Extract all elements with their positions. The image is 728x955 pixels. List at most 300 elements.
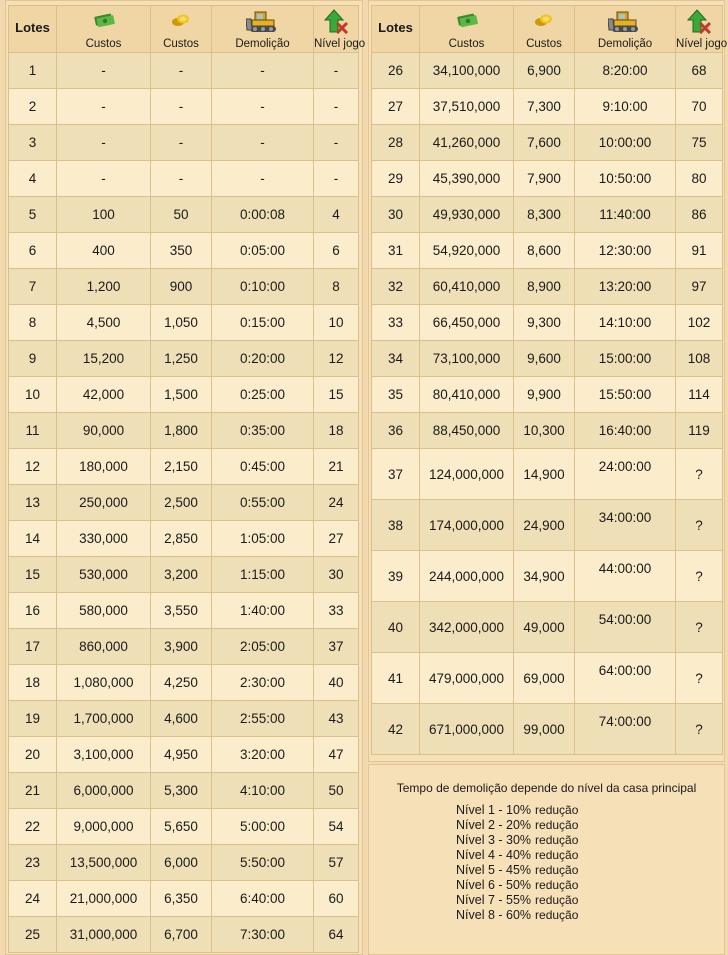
demolition-time-cell: - [212, 125, 314, 161]
coin-cost-cell: 9,300 [514, 305, 575, 341]
money-cost-cell: 90,000 [57, 413, 151, 449]
coin-cost-cell: 7,900 [514, 161, 575, 197]
lote-cell: 26 [371, 53, 420, 89]
coin-cost-cell: 9,600 [514, 341, 575, 377]
demolition-time-cell: 2:05:00 [212, 629, 314, 665]
reduction-level-label: Nível 5 - 45% [456, 863, 532, 877]
demolition-time-cell: 54:00:00 [575, 602, 676, 653]
table-row [8, 521, 359, 557]
lote-cell: 14 [8, 521, 57, 557]
table-row [8, 161, 359, 197]
coin-cost-cell: 4,250 [151, 665, 212, 701]
game-level-cell: 30 [314, 557, 359, 593]
lote-cell: 28 [371, 125, 420, 161]
game-level-cell: 4 [314, 197, 359, 233]
money-cost-cell: 244,000,000 [420, 551, 514, 602]
header-nivel [314, 5, 366, 53]
reduction-item [456, 818, 578, 833]
table-row [8, 125, 359, 161]
coin-cost-cell: - [151, 89, 212, 125]
reduction-item [456, 848, 578, 863]
coin-cost-cell: 5,300 [151, 773, 212, 809]
coin-cost-cell: - [151, 161, 212, 197]
money-cost-cell: 174,000,000 [420, 500, 514, 551]
reduction-level-label: Nível 4 - 40% [456, 848, 532, 862]
demolition-time-cell: 4:10:00 [212, 773, 314, 809]
table-row [8, 665, 359, 701]
coin-cost-cell: 350 [151, 233, 212, 269]
header-nivel [676, 5, 728, 53]
demolition-time-cell: 9:10:00 [575, 89, 676, 125]
money-cost-cell: - [57, 161, 151, 197]
demolition-time-cell: 10:00:00 [575, 125, 676, 161]
money-cost-cell: 88,450,000 [420, 413, 514, 449]
coin-cost-cell: 8,900 [514, 269, 575, 305]
demolition-time-cell: 0:00:08 [212, 197, 314, 233]
table-row [8, 485, 359, 521]
game-level-cell: 97 [676, 269, 723, 305]
table-row [8, 809, 359, 845]
money-cost-cell: 21,000,000 [57, 881, 151, 917]
lote-cell: 40 [371, 602, 420, 653]
reduction-list [456, 803, 578, 923]
header-custos-money-label: Custos [85, 38, 122, 50]
coin-cost-cell: 34,900 [514, 551, 575, 602]
reduction-level-label: Nível 1 - 10% [456, 803, 532, 817]
reduction-level-label: Nível 6 - 50% [456, 878, 532, 892]
reduction-item [456, 833, 578, 848]
table-row [8, 593, 359, 629]
table-row [8, 881, 359, 917]
header-custos-coins [514, 5, 575, 53]
game-level-cell: 24 [314, 485, 359, 521]
money-cost-cell: 180,000 [57, 449, 151, 485]
coin-cost-cell: 4,950 [151, 737, 212, 773]
coin-cost-cell: 2,500 [151, 485, 212, 521]
coin-cost-cell: 50 [151, 197, 212, 233]
money-cost-cell: 3,100,000 [57, 737, 151, 773]
money-cost-cell: 37,510,000 [420, 89, 514, 125]
coin-cost-cell: 3,550 [151, 593, 212, 629]
reduction-suffix: redução [535, 833, 579, 847]
header-nivel-label: Nível jogo [314, 38, 366, 50]
money-cost-cell: 1,200 [57, 269, 151, 305]
coin-cost-cell: 3,900 [151, 629, 212, 665]
demolition-time-cell: - [212, 89, 314, 125]
header-demolicao-label: Demolição [235, 38, 290, 50]
lote-cell: 36 [371, 413, 420, 449]
money-cost-cell: 671,000,000 [420, 704, 514, 755]
coin-cost-cell: 6,700 [151, 917, 212, 953]
header-demolicao [212, 5, 314, 53]
money-cost-cell: 80,410,000 [420, 377, 514, 413]
game-level-cell: 40 [314, 665, 359, 701]
bulldozer-icon [246, 8, 280, 37]
game-level-cell: 75 [676, 125, 723, 161]
money-cost-cell: 250,000 [57, 485, 151, 521]
demolition-time-cell: 0:25:00 [212, 377, 314, 413]
coin-cost-cell: 8,300 [514, 197, 575, 233]
table-row [8, 413, 359, 449]
table-row [8, 449, 359, 485]
lote-cell: 20 [8, 737, 57, 773]
table-header-row [371, 5, 723, 53]
coin-cost-cell: 1,800 [151, 413, 212, 449]
reduction-suffix: redução [535, 818, 579, 832]
banknote-icon [93, 12, 115, 31]
money-cost-cell: 73,100,000 [420, 341, 514, 377]
reduction-item [456, 878, 578, 893]
coin-cost-cell: 1,250 [151, 341, 212, 377]
header-lotes [8, 5, 57, 53]
lote-cell: 13 [8, 485, 57, 521]
right-table-panel [368, 0, 728, 762]
coin-cost-cell: 3,200 [151, 557, 212, 593]
table-row [8, 53, 359, 89]
game-level-cell: 8 [314, 269, 359, 305]
table-row [8, 305, 359, 341]
table-row [371, 602, 723, 653]
header-custos-coins [151, 5, 212, 53]
game-level-cell: ? [676, 602, 723, 653]
money-cost-cell: 49,930,000 [420, 197, 514, 233]
table-row [371, 551, 723, 602]
game-level-cell: 27 [314, 521, 359, 557]
table-row [371, 89, 723, 125]
demolition-time-cell: 24:00:00 [575, 449, 676, 500]
table-row [8, 233, 359, 269]
lots-table-left [8, 5, 366, 953]
demolition-time-cell: 16:40:00 [575, 413, 676, 449]
table-row [8, 773, 359, 809]
table-row [371, 305, 723, 341]
header-lotes-label: Lotes [378, 20, 413, 35]
game-level-cell: - [314, 89, 359, 125]
demolition-time-cell: 2:30:00 [212, 665, 314, 701]
game-level-cell: 114 [676, 377, 723, 413]
game-level-cell: 12 [314, 341, 359, 377]
reduction-level-label: Nível 3 - 30% [456, 833, 532, 847]
reduction-item [456, 908, 578, 923]
table-row [371, 413, 723, 449]
demolition-time-cell: 1:05:00 [212, 521, 314, 557]
demolition-time-cell: 64:00:00 [575, 653, 676, 704]
reduction-suffix: redução [535, 803, 579, 817]
demolition-time-cell: - [212, 161, 314, 197]
game-level-cell: - [314, 125, 359, 161]
money-cost-cell: 66,450,000 [420, 305, 514, 341]
lote-cell: 10 [8, 377, 57, 413]
money-cost-cell: 530,000 [57, 557, 151, 593]
lote-cell: 29 [371, 161, 420, 197]
demolition-time-cell: 34:00:00 [575, 500, 676, 551]
lote-cell: 12 [8, 449, 57, 485]
demolition-time-cell: 7:30:00 [212, 917, 314, 953]
coin-cost-cell: 69,000 [514, 653, 575, 704]
coin-cost-cell: 49,000 [514, 602, 575, 653]
demolition-time-cell: 0:15:00 [212, 305, 314, 341]
header-custos-coins-label: Custos [163, 38, 199, 50]
header-lotes-label: Lotes [15, 20, 50, 35]
lote-cell: 38 [371, 500, 420, 551]
table-row [8, 269, 359, 305]
lote-cell: 5 [8, 197, 57, 233]
demolition-time-cell: 1:40:00 [212, 593, 314, 629]
demolition-time-cell: 0:55:00 [212, 485, 314, 521]
demolition-time-cell: 0:35:00 [212, 413, 314, 449]
demolition-time-cell: - [212, 53, 314, 89]
table-row [8, 557, 359, 593]
demolition-time-cell: 14:10:00 [575, 305, 676, 341]
money-cost-cell: - [57, 89, 151, 125]
lote-cell: 39 [371, 551, 420, 602]
lote-cell: 22 [8, 809, 57, 845]
game-level-cell: ? [676, 704, 723, 755]
game-level-cell: - [314, 161, 359, 197]
table-row [371, 449, 723, 500]
money-cost-cell: - [57, 125, 151, 161]
money-cost-cell: 15,200 [57, 341, 151, 377]
lote-cell: 6 [8, 233, 57, 269]
game-level-cell: 43 [314, 701, 359, 737]
game-level-cell: 60 [314, 881, 359, 917]
coin-cost-cell: - [151, 53, 212, 89]
table-row [371, 500, 723, 551]
coin-cost-cell: 14,900 [514, 449, 575, 500]
demolition-time-cell: 15:00:00 [575, 341, 676, 377]
lote-cell: 32 [371, 269, 420, 305]
money-cost-cell: 330,000 [57, 521, 151, 557]
demolition-time-cell: 6:40:00 [212, 881, 314, 917]
money-cost-cell: 54,920,000 [420, 233, 514, 269]
coin-cost-cell: - [151, 125, 212, 161]
demolition-time-cell: 2:55:00 [212, 701, 314, 737]
table-row [371, 377, 723, 413]
table-row [8, 917, 359, 953]
game-level-cell: 70 [676, 89, 723, 125]
game-level-cell: 10 [314, 305, 359, 341]
money-cost-cell: 1,080,000 [57, 665, 151, 701]
demolition-time-cell: 12:30:00 [575, 233, 676, 269]
game-level-cell: 119 [676, 413, 723, 449]
table-row [8, 341, 359, 377]
table-row [8, 629, 359, 665]
money-cost-cell: 479,000,000 [420, 653, 514, 704]
lote-cell: 30 [371, 197, 420, 233]
money-cost-cell: 60,410,000 [420, 269, 514, 305]
gold-coins-icon [170, 12, 192, 31]
money-cost-cell: 342,000,000 [420, 602, 514, 653]
game-level-cell: 108 [676, 341, 723, 377]
header-lotes [371, 5, 420, 53]
coin-cost-cell: 900 [151, 269, 212, 305]
reduction-item [456, 893, 578, 908]
coin-cost-cell: 7,600 [514, 125, 575, 161]
money-cost-cell: 45,390,000 [420, 161, 514, 197]
lote-cell: 8 [8, 305, 57, 341]
money-cost-cell: 42,000 [57, 377, 151, 413]
reduction-suffix: redução [535, 893, 579, 907]
table-row [371, 197, 723, 233]
reduction-level-label: Nível 2 - 20% [456, 818, 532, 832]
lote-cell: 27 [371, 89, 420, 125]
lote-cell: 21 [8, 773, 57, 809]
demolition-time-cell: 8:20:00 [575, 53, 676, 89]
bulldozer-icon [608, 8, 642, 37]
coin-cost-cell: 8,600 [514, 233, 575, 269]
table-row [371, 704, 723, 755]
lote-cell: 4 [8, 161, 57, 197]
coin-cost-cell: 2,150 [151, 449, 212, 485]
game-level-cell: 37 [314, 629, 359, 665]
table-row [371, 233, 723, 269]
table-row [8, 737, 359, 773]
game-level-cell: 64 [314, 917, 359, 953]
table-row [8, 701, 359, 737]
table-row [371, 161, 723, 197]
game-level-cell: 68 [676, 53, 723, 89]
demolition-note-panel [368, 764, 725, 955]
coin-cost-cell: 99,000 [514, 704, 575, 755]
money-cost-cell: 860,000 [57, 629, 151, 665]
money-cost-cell: 31,000,000 [57, 917, 151, 953]
lote-cell: 23 [8, 845, 57, 881]
lote-cell: 15 [8, 557, 57, 593]
money-cost-cell: 400 [57, 233, 151, 269]
header-nivel-label: Nível jogo [676, 38, 728, 50]
header-custos-money [57, 5, 151, 53]
money-cost-cell: 580,000 [57, 593, 151, 629]
reduction-suffix: redução [535, 878, 579, 892]
coin-cost-cell: 24,900 [514, 500, 575, 551]
game-level-cell: ? [676, 551, 723, 602]
coin-cost-cell: 5,650 [151, 809, 212, 845]
demolition-time-cell: 5:50:00 [212, 845, 314, 881]
table-row [8, 377, 359, 413]
coin-cost-cell: 2,850 [151, 521, 212, 557]
lote-cell: 34 [371, 341, 420, 377]
money-cost-cell: 1,700,000 [57, 701, 151, 737]
table-row [8, 845, 359, 881]
coin-cost-cell: 7,300 [514, 89, 575, 125]
game-level-cell: - [314, 53, 359, 89]
header-custos-coins-label: Custos [526, 38, 562, 50]
lote-cell: 17 [8, 629, 57, 665]
game-level-cell: 102 [676, 305, 723, 341]
lots-table-right [371, 5, 728, 755]
lote-cell: 2 [8, 89, 57, 125]
demolition-time-cell: 10:50:00 [575, 161, 676, 197]
coin-cost-cell: 1,050 [151, 305, 212, 341]
game-level-cell: 47 [314, 737, 359, 773]
game-level-cell: 54 [314, 809, 359, 845]
header-demolicao [575, 5, 676, 53]
table-row [371, 341, 723, 377]
demolition-time-cell: 3:20:00 [212, 737, 314, 773]
note-title: Tempo de demolição depende do nível da casa principal [396, 781, 697, 795]
lote-cell: 16 [8, 593, 57, 629]
reduction-suffix: redução [535, 848, 579, 862]
lote-cell: 37 [371, 449, 420, 500]
lote-cell: 41 [371, 653, 420, 704]
table-header-row [8, 5, 359, 53]
money-cost-cell: 34,100,000 [420, 53, 514, 89]
money-cost-cell: 13,500,000 [57, 845, 151, 881]
game-level-cell: 86 [676, 197, 723, 233]
game-level-cell: 15 [314, 377, 359, 413]
coin-cost-cell: 10,300 [514, 413, 575, 449]
lote-cell: 9 [8, 341, 57, 377]
lote-cell: 7 [8, 269, 57, 305]
table-row [371, 125, 723, 161]
game-level-cell: 18 [314, 413, 359, 449]
reduction-suffix: redução [535, 863, 579, 877]
money-cost-cell: - [57, 53, 151, 89]
money-cost-cell: 9,000,000 [57, 809, 151, 845]
demolition-time-cell: 15:50:00 [575, 377, 676, 413]
lote-cell: 24 [8, 881, 57, 917]
game-level-cell: 80 [676, 161, 723, 197]
reduction-item [456, 863, 578, 878]
money-cost-cell: 100 [57, 197, 151, 233]
lote-cell: 18 [8, 665, 57, 701]
header-custos-money-label: Custos [448, 38, 485, 50]
coin-cost-cell: 4,600 [151, 701, 212, 737]
banknote-icon [456, 12, 478, 31]
demolition-time-cell: 1:15:00 [212, 557, 314, 593]
table-row [371, 269, 723, 305]
lote-cell: 3 [8, 125, 57, 161]
coin-cost-cell: 1,500 [151, 377, 212, 413]
table-row [8, 197, 359, 233]
money-cost-cell: 41,260,000 [420, 125, 514, 161]
lote-cell: 42 [371, 704, 420, 755]
game-level-cell: 50 [314, 773, 359, 809]
game-level-cell: 91 [676, 233, 723, 269]
lote-cell: 1 [8, 53, 57, 89]
reduction-level-label: Nível 7 - 55% [456, 893, 532, 907]
game-level-cell: 6 [314, 233, 359, 269]
demolition-time-cell: 0:05:00 [212, 233, 314, 269]
lote-cell: 33 [371, 305, 420, 341]
demolition-time-cell: 11:40:00 [575, 197, 676, 233]
money-cost-cell: 4,500 [57, 305, 151, 341]
game-level-cell: 57 [314, 845, 359, 881]
demolition-time-cell: 74:00:00 [575, 704, 676, 755]
lote-cell: 19 [8, 701, 57, 737]
table-row [8, 89, 359, 125]
demolition-time-cell: 0:45:00 [212, 449, 314, 485]
game-level-cell: ? [676, 653, 723, 704]
money-cost-cell: 6,000,000 [57, 773, 151, 809]
lote-cell: 11 [8, 413, 57, 449]
coin-cost-cell: 6,900 [514, 53, 575, 89]
game-level-cell: ? [676, 500, 723, 551]
demolition-time-cell: 44:00:00 [575, 551, 676, 602]
left-table-panel [5, 0, 366, 955]
demolition-time-cell: 13:20:00 [575, 269, 676, 305]
game-level-cell: ? [676, 449, 723, 500]
money-cost-cell: 124,000,000 [420, 449, 514, 500]
reduction-suffix: redução [535, 908, 579, 922]
coin-cost-cell: 6,350 [151, 881, 212, 917]
reduction-item [456, 803, 578, 818]
level-up-arrow-icon [323, 8, 349, 37]
coin-cost-cell: 6,000 [151, 845, 212, 881]
game-level-cell: 21 [314, 449, 359, 485]
header-demolicao-label: Demolição [597, 38, 653, 50]
game-level-cell: 33 [314, 593, 359, 629]
